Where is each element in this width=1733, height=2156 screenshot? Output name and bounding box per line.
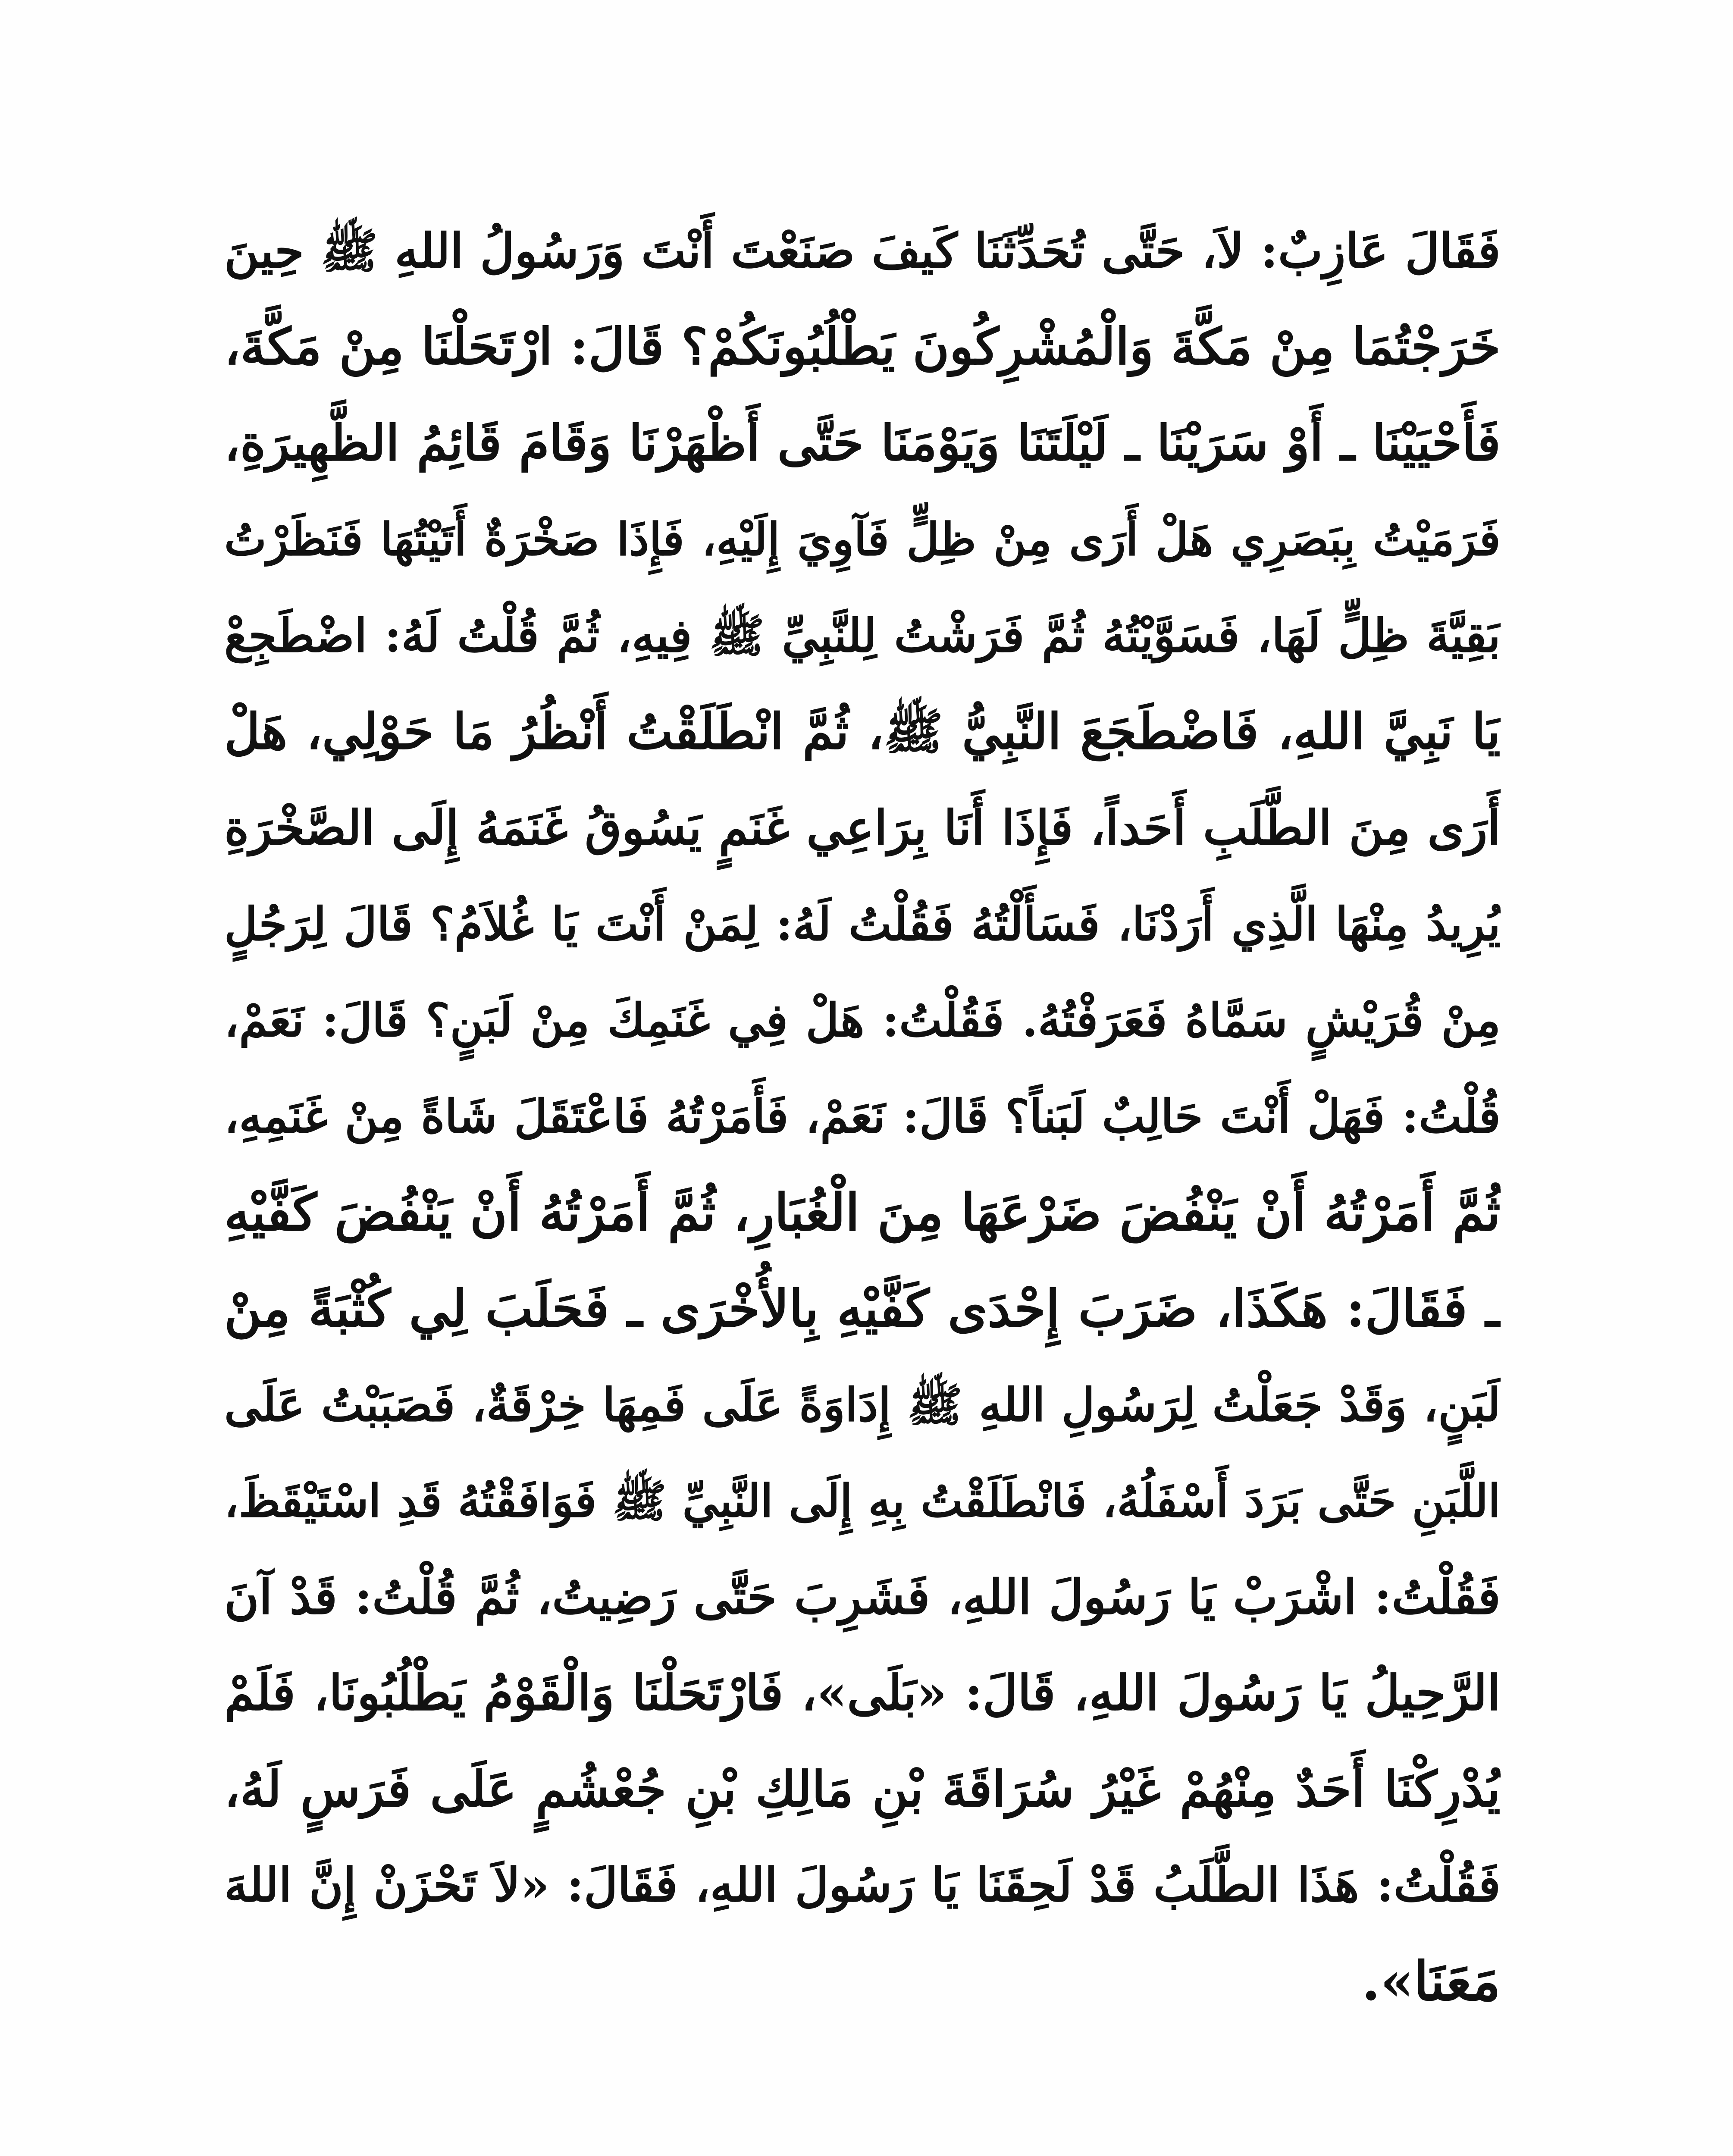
text-line-3: فَأَحْيَيْنَا ـ أَوْ سَرَيْنَا ـ لَيْلَتَنَا وَيَوْمَنَا حَتَّى أَظْهَرْنَا وَقَامَ قَائِمُ الظَّهِيرَةِ، (224, 414, 1501, 472)
text-line-8: يُرِيدُ مِنْهَا الَّذِي أَرَدْنَا، فَسَأَلْتُهُ فَقُلْتُ لَهُ: لِمَنْ أَنْتَ يَا غُلاَمُ؟ قَالَ لِرَجُلٍ (224, 897, 1501, 951)
text-line-7: أَرَى مِنَ الطَّلَبِ أَحَداً، فَإِذَا أَنَا بِرَاعِي غَنَمٍ يَسُوقُ غَنَمَهُ إِلَى الصَّخْرَةِ (224, 800, 1501, 856)
text-line-15: فَقُلْتُ: اشْرَبْ يَا رَسُولَ اللهِ، فَشَرِبَ حَتَّى رَضِيتُ، ثُمَّ قُلْتُ: قَدْ آنَ (224, 1569, 1501, 1625)
text-line-13: لَبَنٍ، وَقَدْ جَعَلْتُ لِرَسُولِ اللهِ ﷺ إِدَاوَةً عَلَى فَمِهَا خِرْقَةٌ، فَصَبَبْتُ عَلَى (224, 1378, 1501, 1432)
text-line-16: الرَّحِيلُ يَا رَسُولَ اللهِ، قَالَ: «بَلَى»، فَارْتَحَلْنَا وَالْقَوْمُ يَطْلُبُونَا، فَلَمْ (224, 1665, 1501, 1721)
text-line-12: ـ فَقَالَ: هَكَذَا، ضَرَبَ إِحْدَى كَفَّيْهِ بِالأُخْرَى ـ فَحَلَبَ لِي كُثْبَةً مِنْ (224, 1279, 1501, 1338)
text-line-1: فَقَالَ عَازِبٌ: لاَ، حَتَّى تُحَدِّثَنَا كَيفَ صَنَعْتَ أَنْتَ وَرَسُولُ اللهِ ﷺ حِينَ (224, 223, 1501, 279)
text-line-17: يُدْرِكْنَا أَحَدٌ مِنْهُمْ غَيْرُ سُرَاقَةَ بْنِ مَالِكِ بْنِ جُعْشُمٍ عَلَى فَرَسٍ لَهُ، (224, 1760, 1501, 1818)
text-line-5: بَقِيَّةَ ظِلٍّ لَهَا، فَسَوَّيْتُهُ ثُمَّ فَرَشْتُ لِلنَّبِيِّ ﷺ فِيهِ، ثُمَّ قُلْتُ لَهُ: اضْطَجِعْ (224, 608, 1501, 662)
text-line-18: فَقُلْتُ: هَذَا الطَّلَبُ قَدْ لَحِقَنَا يَا رَسُولَ اللهِ، فَقَالَ: «لاَ تَحْزَنْ إِنَّ اللهَ (224, 1858, 1501, 1912)
text-line-19: مَعَنَا». (1361, 1950, 1501, 2013)
text-line-10: قُلْتُ: فَهَلْ أَنْتَ حَالِبٌ لَبَناً؟ قَالَ: نَعَمْ، فَأَمَرْتُهُ فَاعْتَقَلَ شَاةً مِنْ غَنَمِهِ، (224, 1089, 1501, 1143)
text-line-6: يَا نَبِيَّ اللهِ، فَاضْطَجَعَ النَّبِيُّ ﷺ، ثُمَّ انْطَلَقْتُ أَنْظُرُ مَا حَوْلِي، هَلْ (224, 702, 1501, 760)
body-text (224, 203, 1501, 2030)
text-line-4: فَرَمَيْتُ بِبَصَرِي هَلْ أَرَى مِنْ ظِلٍّ فَآوِيَ إِلَيْهِ، فَإِذَا صَخْرَةٌ أَتَيْتُهَا فَنَظَرْتُ (224, 513, 1501, 566)
text-line-14: اللَّبَنِ حَتَّى بَرَدَ أَسْفَلُهُ، فَانْطَلَقْتُ بِهِ إِلَى النَّبِيِّ ﷺ فَوَافَقْتُهُ قَدِ اسْتَيْقَظَ، (224, 1474, 1501, 1527)
text-line-11: ثُمَّ أَمَرْتُهُ أَنْ يَنْفُضَ ضَرْعَهَا مِنَ الْغُبَارِ، ثُمَّ أَمَرْتُهُ أَنْ يَنْفُضَ كَفَّيْهِ (224, 1182, 1501, 1242)
text-line-9: مِنْ قُرَيْشٍ سَمَّاهُ فَعَرَفْتُهُ. فَقُلْتُ: هَلْ فِي غَنَمِكَ مِنْ لَبَنٍ؟ قَالَ: نَعَمْ، (224, 993, 1501, 1047)
text-line-2: خَرَجْتُمَا مِنْ مَكَّةَ وَالْمُشْرِكُونَ يَطْلُبُونَكُمْ؟ قَالَ: ارْتَحَلْنَا مِنْ مَكَّةَ، (224, 317, 1501, 376)
